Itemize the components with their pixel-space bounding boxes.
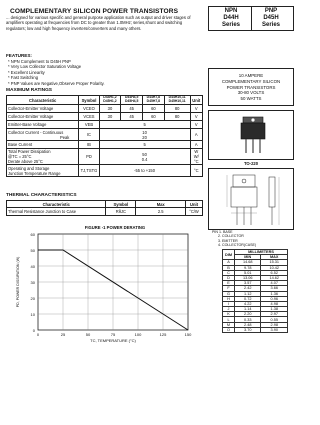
pnp-series: Series: [261, 22, 280, 28]
power-derating-graph: [20, 230, 206, 345]
row-value: 30: [99, 105, 121, 113]
dim-max: 4.07: [261, 281, 288, 286]
npn-series: Series: [221, 22, 240, 28]
features-list: [8, 59, 188, 86]
row-char-line: Collector Current - Continuous: [8, 129, 64, 135]
dim-min: 3.57: [235, 281, 261, 286]
row-unit-line: W: [194, 149, 199, 154]
row-value: 45: [121, 113, 143, 121]
row-unit: V: [190, 105, 202, 113]
row-unit-line: W/°C: [193, 154, 199, 164]
dim-min: 0.33: [235, 317, 261, 322]
table-header-row: [7, 201, 203, 208]
col-unit: Unit: [186, 201, 203, 208]
row-symbol: TJ,TSTG: [79, 165, 99, 177]
row-value: 30: [99, 113, 121, 121]
col-group-1-pnp: D45H1,2: [103, 99, 117, 103]
ytick-label: 30: [30, 280, 35, 285]
col-group-3-pnp: D45H7,8: [146, 99, 161, 103]
dim-max: 10.42: [261, 265, 288, 270]
row-char-line: Total Power Dissipation: [8, 149, 51, 154]
dim-label: I: [223, 301, 235, 306]
spec-box: [208, 68, 294, 106]
feature-item: * PNP Values are Negative,Observe Proper Polarity.: [8, 80, 105, 86]
col-max: Max: [136, 201, 186, 208]
col-group-4-npn: D44H10,11: [168, 95, 186, 100]
row-char: Base Current: [7, 141, 79, 149]
row-value: [99, 149, 190, 165]
max-ratings-table: [6, 95, 203, 177]
table-row: [7, 121, 203, 129]
row-value: 2.5: [136, 208, 186, 216]
row-unit: A: [190, 141, 202, 149]
dim-min: 1.14: [235, 307, 261, 312]
row-symbol: VCES: [79, 113, 99, 121]
pin-note: 2. COLLECTOR: [218, 234, 244, 239]
col-group-1: [99, 96, 121, 105]
row-value: 5: [99, 121, 190, 129]
dim-max: 3.90: [261, 327, 288, 332]
dimensions-table: [222, 249, 288, 333]
dim-min: 3.70: [235, 327, 261, 332]
dim-min: 14.68: [235, 260, 261, 265]
row-value: [99, 129, 190, 141]
npn-label: NPN: [224, 8, 238, 14]
pin-note: PIN 1. BASE: [212, 230, 233, 234]
dim-max: 2.97: [261, 312, 288, 317]
features-heading: FEATURES:: [6, 53, 32, 58]
document-title: COMPLEMENTARY SILICON POWER TRANSISTORS: [10, 8, 179, 15]
dim-min: 2.48: [235, 322, 261, 327]
ytick-label: 40: [30, 264, 35, 269]
table-row: [7, 113, 203, 121]
col-characteristic: Characteristic: [7, 96, 79, 105]
table-row: [7, 141, 203, 149]
col-group-3-npn: D44H7,8: [146, 95, 161, 100]
dim-max: 4.98: [261, 301, 288, 306]
xtick-label: 150: [184, 332, 192, 337]
row-unit: V: [190, 121, 202, 129]
table-row: [7, 149, 203, 165]
row-unit: [190, 149, 202, 165]
xtick-label: 0: [36, 332, 40, 337]
col-group-1-npn: D44H1,2: [103, 95, 117, 100]
package-outline-drawing-icon: [209, 169, 295, 231]
xtick-label: 100: [134, 332, 142, 337]
spec-kind: POWER TRANSISTORS: [226, 84, 276, 90]
row-value-line: 0.4: [141, 156, 148, 162]
dim-min: 4.22: [235, 301, 261, 306]
pnp-label: PNP: [264, 8, 278, 14]
row-value: 60: [143, 105, 165, 113]
spec-voltage: 30-80 VOLTS: [237, 90, 265, 96]
pin-note: 3. EMITTER: [218, 238, 238, 243]
feature-item: * Fast Switching: [8, 75, 39, 81]
dim-min: 9.78: [235, 265, 261, 270]
dim-label: E: [223, 281, 235, 286]
spec-current: 10 AMPERE: [238, 73, 264, 78]
dim-max: 1.38: [261, 307, 288, 312]
row-symbol: IB: [79, 141, 99, 149]
row-char: Collector-Emitter Voltage: [7, 105, 79, 113]
npn-part: D44H: [223, 15, 239, 21]
max-ratings-heading: MAXIMUM RATINGS: [6, 88, 53, 93]
dim-label: K: [223, 312, 235, 317]
feature-item: * Excellent Linearity: [8, 69, 45, 75]
dim-min: 13.06: [235, 275, 261, 280]
row-char-line: @TC = 25°C: [8, 154, 32, 159]
row-value: 80: [164, 113, 190, 121]
dim-max: 0.55: [261, 317, 288, 322]
pin-note: 4. COLLECTOR(CASE): [218, 243, 257, 248]
col-group-3: [143, 96, 165, 105]
dim-max: 0.96: [261, 296, 288, 301]
row-symbol: VEB: [79, 121, 99, 129]
dim-min: 1.12: [235, 291, 261, 296]
ytick-label: 0: [32, 328, 35, 333]
table-row: [223, 327, 288, 332]
row-value-line: 10: [142, 129, 147, 135]
dim-label: C: [223, 270, 235, 275]
feature-item: * Very Low Collector Saturation Voltage: [8, 64, 82, 70]
dim-label: D: [223, 275, 235, 280]
row-value: -55 to +150: [99, 165, 190, 177]
to220-package-icon: [209, 111, 295, 161]
feature-item: * NPN Complement to D45H PNP: [8, 59, 71, 64]
ytick-label: 10: [30, 312, 35, 317]
dim-max: 1.36: [261, 291, 288, 296]
row-char-line: Derate above 25°C: [8, 159, 43, 164]
row-unit: A: [190, 129, 202, 141]
dim-min: 2.42: [235, 286, 261, 291]
xtick-label: 25: [60, 332, 66, 337]
dim-label: J: [223, 307, 235, 312]
graph-title: FIGURE -1 POWER DERATING: [84, 225, 146, 230]
thermal-heading: THERMAL CHARACTERISTICS: [6, 193, 77, 198]
graph-ylabel: PD, POWER DISSIPATION (W): [16, 256, 20, 308]
col-dim: DIM: [223, 250, 235, 260]
dim-label: M: [223, 322, 235, 327]
graph-xlabel: TC, TEMPERATURE (°C): [90, 338, 136, 343]
dim-max: 2.98: [261, 322, 288, 327]
dim-min: 2.20: [235, 312, 261, 317]
row-value: 60: [143, 113, 165, 121]
dim-min: 5.01: [235, 270, 261, 275]
dim-max: 6.52: [261, 270, 288, 275]
pnp-part: D45H: [263, 15, 279, 21]
col-symbol: Symbol: [79, 96, 99, 105]
row-value: 80: [164, 105, 190, 113]
package-outline-frame: [208, 168, 294, 230]
row-char: Thermal Resistance Junction to Case: [7, 208, 106, 216]
description-text: ... designed for various specific and general purpose application such as output and driver stages of amplifiers operating at frequencies from DC to greater than 1.0MHz; series,shunt and switching regulators; low and high frequency inverters/converters and many others.: [6, 15, 191, 31]
xtick-label: 125: [159, 332, 167, 337]
col-millimeters: MILLIMETERS: [235, 250, 288, 255]
col-min: MIN: [235, 255, 261, 260]
col-group-4-pnp: D45H10,11: [168, 99, 186, 103]
row-char-line: Operating and Storage: [8, 165, 50, 171]
dim-label: B: [223, 265, 235, 270]
col-characteristic: Characteristic: [7, 201, 106, 208]
table-header-row: [7, 96, 203, 105]
dim-max: 15.31: [261, 260, 288, 265]
row-char: [7, 149, 79, 165]
row-unit: V: [190, 113, 202, 121]
ytick-label: 50: [30, 248, 35, 253]
col-symbol: Symbol: [106, 201, 136, 208]
dim-min: 0.72: [235, 296, 261, 301]
col-group-2: [121, 96, 143, 105]
ytick-label: 20: [30, 296, 35, 301]
row-char: [7, 165, 79, 177]
table-row: [7, 208, 203, 216]
row-value: 45: [121, 105, 143, 113]
col-group-4: [164, 96, 190, 105]
row-char-line: Junction Temperature Range: [8, 170, 61, 176]
package-name: TO-220: [243, 161, 259, 166]
pin-notes: [212, 230, 292, 248]
row-symbol: VCEO: [79, 105, 99, 113]
dim-label: G: [223, 291, 235, 296]
row-value: 5: [99, 141, 190, 149]
row-char: Collector-Emitter Voltage: [7, 113, 79, 121]
dim-label: H: [223, 296, 235, 301]
package-image-frame: [208, 110, 294, 160]
row-symbol: IC: [79, 129, 99, 141]
dim-label: F: [223, 286, 235, 291]
table-row: [7, 105, 203, 113]
col-unit: Unit: [190, 96, 202, 105]
row-value-line: 50: [142, 151, 147, 157]
dim-label: O: [223, 327, 235, 332]
xtick-label: 75: [110, 332, 116, 337]
row-char-line: Peak: [60, 134, 70, 140]
row-value-line: 20: [142, 134, 147, 140]
spec-power: 50 WATTS: [240, 96, 262, 102]
ytick-label: 60: [30, 232, 35, 237]
thermal-table: [6, 200, 203, 216]
dim-max: 3.66: [261, 286, 288, 291]
spec-type: COMPLEMENTARY SILICON: [221, 78, 281, 84]
table-row: [7, 165, 203, 177]
row-symbol: RθJC: [106, 208, 136, 216]
dim-max: 14.62: [261, 275, 288, 280]
dim-label: L: [223, 317, 235, 322]
dim-label: A: [223, 260, 235, 265]
row-char: [7, 129, 79, 141]
col-max: MAX: [261, 255, 288, 260]
row-char: Emitter-Base Voltage: [7, 121, 79, 129]
row-unit: °C: [190, 165, 202, 177]
xtick-label: 50: [85, 332, 91, 337]
row-symbol: PD: [79, 149, 99, 165]
col-group-2-npn: D44H4,5: [124, 95, 139, 100]
col-group-2-pnp: D45H4,5: [124, 99, 139, 103]
part-header-divider: [251, 6, 252, 31]
table-row: [7, 129, 203, 141]
row-unit: °C/W: [186, 208, 203, 216]
